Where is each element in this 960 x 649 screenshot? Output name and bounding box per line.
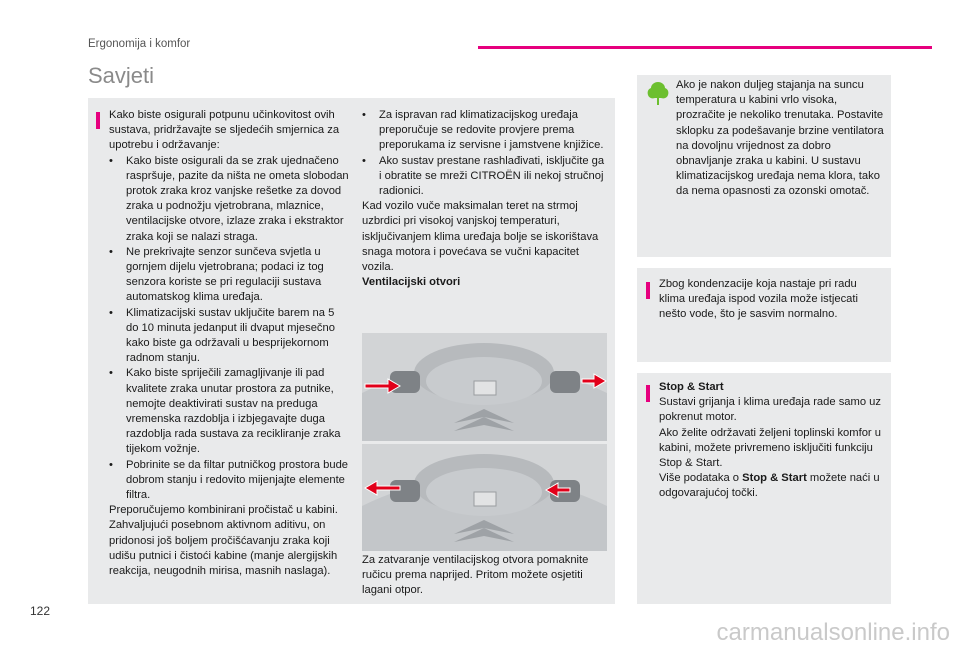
page-number: 122	[30, 604, 51, 618]
bullet-icon: •	[109, 306, 113, 319]
tip-main-column-2	[362, 108, 608, 290]
bullet-icon: •	[362, 109, 366, 121]
list-item: • Kako biste osigurali da se zrak ujednačeno raspršuje, pazite da ništa ne ometa slobodan protok zraka kroz vanjske rešetke za dovod zraka u podnožju vjetrobrana, mlaznice, ventilacijske otvore, izlaze zraka i ekstraktor zraka koji se nalazi straga.	[109, 154, 349, 243]
list-item: • Kako biste spriječili zamagljivanje ili pad kvalitete zraka unutar prostora za putnike, nemojte deaktivirati sustav na preduga vremenska razdoblja i izbjegavajte duga razdoblja rada sustava za recikliranje zraka tijekom vožnje.	[109, 367, 341, 456]
tip-sun-text: Ako je nakon duljeg stajanja na suncu temperatura u kabini vrlo visoka, prozračite je nekoliko trenutaka. Postavite sklopku za podešavanje brzine ventilatora na dovoljnu vrijednost za dobro obnavljanje zraka u kabini. U sustavu klimatizacijskog uređaja nema klora, tako da nema opasnosti za ozonski omotač.	[676, 79, 884, 198]
bullet-icon: •	[109, 245, 113, 258]
stop-start-line-1: Sustavi grijanja i klima uređaja rade samo uz pokrenut motor.	[659, 396, 881, 424]
list-item: • Pobrinite se da filtar putničkog prostora bude dobrom stanju i redovito mijenjajte elemente filtra.	[109, 458, 349, 502]
tip-outro: Preporučujemo kombinirani pročistač u kabini. Zahvaljujući posebnom aktivnom aditivu, on pridonosi još boljem pročišćavanju zraka koji udišu putnici i čistoći kabine (manje alergijskih reakcija, neugodnih mirisa, masnih naslaga).	[109, 504, 338, 578]
list-item: • Ne prekrivajte senzor sunčeva svjetla u gornjem dijelu vjetrobrana; podaci iz tog senzora koriste se pri regulaciji sustava automatskog klima uređaja.	[109, 245, 324, 304]
section-accent-bar	[478, 46, 932, 49]
vents-caption: Za zatvaranje ventilacijskog otvora pomaknite ručicu prema naprijed. Pritom možete osjetiti lagani otpor.	[362, 554, 589, 597]
tip-condensation-text: Zbog kondenzacije koja nastaje pri radu klima uređaja ispod vozila može istjecati nešto vode, što je sasvim normalno.	[659, 278, 858, 321]
section-title: Ergonomija i komfor	[88, 38, 191, 50]
tip-intro: Kako biste osigurali potpunu učinkovitost ovih sustava, pridržavajte se sljedećih smjernica za upotrebu i održavanje:	[109, 109, 340, 152]
dashboard-vents-open-image	[362, 333, 607, 441]
list-item: • Ako sustav prestane rashlađivati, isključite ga i obratite se mreži CITROËN ili nekoj stručnoj radionici.	[362, 154, 605, 198]
bullet-icon: •	[362, 154, 366, 167]
dashboard-vents-closed-image	[362, 444, 607, 551]
list-item: • Klimatizacijski sustav uključite barem na 5 do 10 minuta jedanput ili dvaput mjesečno kako biste ga održavali u besprijekornom radnom stanju.	[109, 306, 335, 365]
bullet-icon: •	[109, 367, 113, 380]
bullet-icon: •	[109, 154, 113, 167]
list-item: • Za ispravan rad klimatizacijskog uređaja preporučuje se redovite provjere prema preporukama iz servisne i jamstvene knjižice.	[362, 109, 604, 152]
towing-text: Kad vozilo vuče maksimalan teret na strmoj uzbrdici pri visokoj vanjskoj temperaturi, isključivanjem klima uređaja bolje se iskorištava snaga motora i povećava se vučni kapacitet vozila.	[362, 200, 599, 274]
bullet-icon: •	[109, 458, 113, 471]
vents-subheading: Ventilacijski otvori	[362, 276, 461, 289]
tip-marker	[96, 112, 100, 129]
stop-start-title: Stop & Start	[659, 381, 724, 393]
tip-marker	[646, 282, 650, 299]
tip-marker	[646, 385, 650, 402]
watermark: carmanualsonline.info	[716, 619, 950, 646]
tip-main-column-1	[109, 108, 349, 579]
page-title: Savjeti	[88, 63, 155, 88]
stop-start-line-2: Ako želite održavati željeni toplinski komfor u kabini, možete privremeno isključiti funkciju Stop & Start.	[659, 426, 881, 470]
tip-stop-start-text	[659, 380, 887, 502]
eco-leaf-icon	[647, 80, 669, 106]
stop-start-line-3: Više podataka o Stop & Start možete naći u odgovarajućoj točki.	[659, 472, 880, 500]
